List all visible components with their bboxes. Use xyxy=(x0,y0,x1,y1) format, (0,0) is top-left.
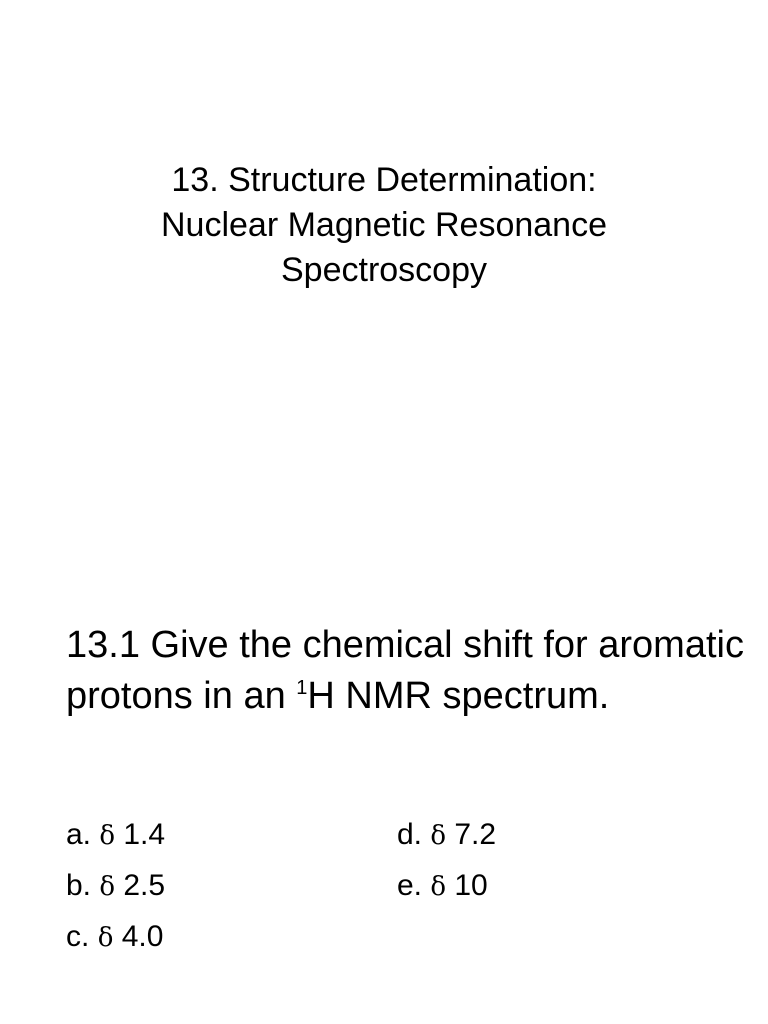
question-text xyxy=(66,620,746,722)
answer-option-b xyxy=(66,861,165,912)
delta-symbol: δ xyxy=(430,872,447,902)
answer-option-c xyxy=(66,912,165,963)
answer-letter: a. xyxy=(66,818,92,851)
answer-letter: e. xyxy=(397,869,423,902)
answer-letter: c. xyxy=(66,920,90,953)
answer-value: 7.2 xyxy=(454,818,497,851)
answer-option-d xyxy=(397,810,496,861)
answer-value: 10 xyxy=(454,869,488,902)
title-line-2: Nuclear Magnetic Resonance xyxy=(160,206,608,244)
answer-column-left xyxy=(66,810,165,963)
slide-title xyxy=(0,158,768,293)
answer-letter: b. xyxy=(66,869,92,902)
answer-letter: d. xyxy=(397,818,423,851)
question-superscript: 1 xyxy=(296,677,308,699)
question-part-1: 13.1 Give the chemical shift for aromatic protons in an xyxy=(66,624,744,717)
title-line-1: 13. Structure Determination: xyxy=(171,161,597,199)
answer-option-a xyxy=(66,810,165,861)
delta-symbol: δ xyxy=(430,821,447,851)
answer-value: 2.5 xyxy=(123,869,166,902)
answer-value: 4.0 xyxy=(121,920,164,953)
delta-symbol: δ xyxy=(99,821,116,851)
answer-value: 1.4 xyxy=(123,818,166,851)
title-line-3: Spectroscopy xyxy=(281,251,487,289)
delta-symbol: δ xyxy=(97,923,114,953)
delta-symbol: δ xyxy=(99,872,116,902)
answer-option-e xyxy=(397,861,496,912)
question-part-2: H NMR spectrum. xyxy=(307,675,610,717)
answer-column-right xyxy=(397,810,496,912)
